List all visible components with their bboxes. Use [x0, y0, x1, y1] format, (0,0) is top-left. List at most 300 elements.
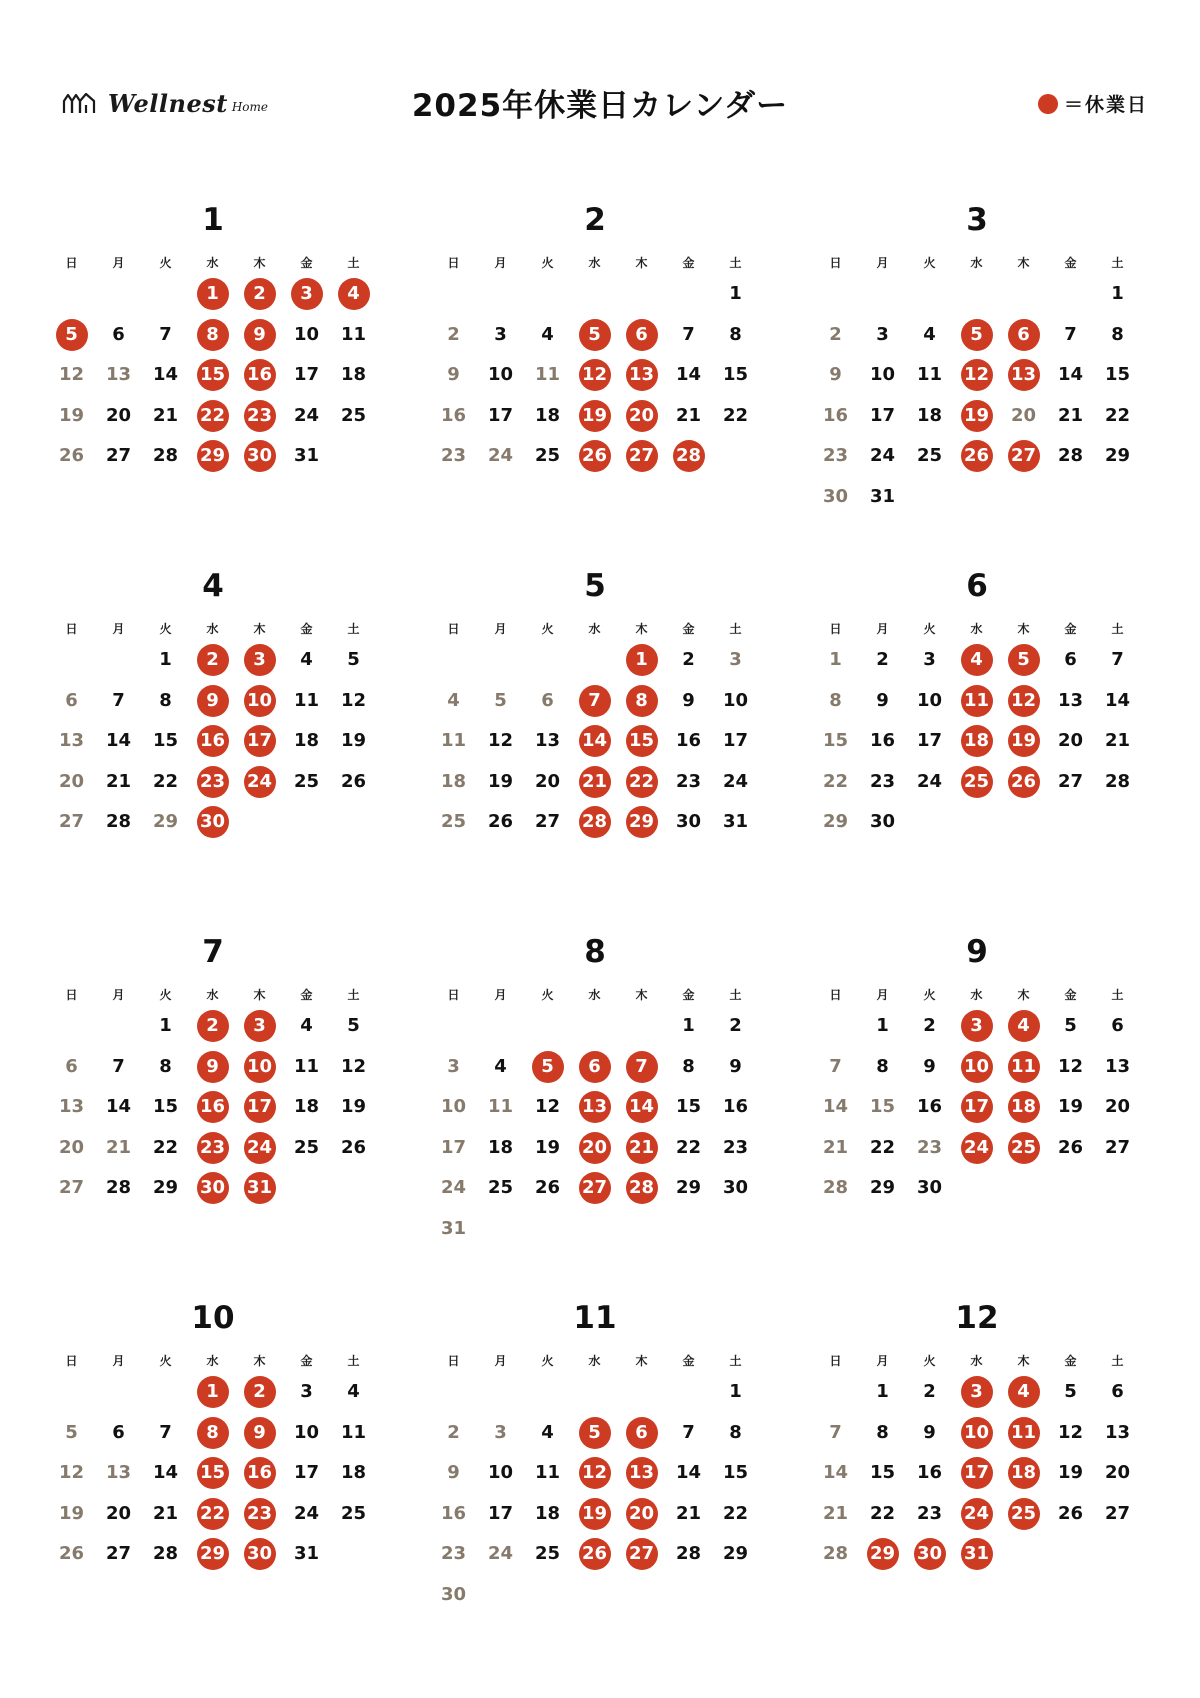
weekday-label: 水 [970, 256, 983, 270]
day-cell: 23 [440, 445, 467, 467]
month-6 [812, 568, 1142, 898]
holiday-day: 9 [244, 319, 276, 351]
day-cell: 15 [869, 1462, 896, 1484]
legend-label: ＝休業日 [1063, 94, 1148, 116]
holiday-day: 15 [626, 725, 658, 757]
holiday-day: 5 [961, 319, 993, 351]
day-cell: 31 [293, 1543, 320, 1565]
day-cell: 20 [105, 404, 132, 426]
holiday-day: 1 [197, 1376, 229, 1408]
day-cell: 18 [340, 364, 367, 386]
holiday-day: 13 [626, 359, 658, 391]
day-cell: 24 [722, 770, 749, 792]
day-cell: 12 [534, 1096, 561, 1118]
day-cell: 8 [876, 1421, 889, 1443]
day-cell: 18 [293, 730, 320, 752]
day-cell: 23 [916, 1136, 943, 1158]
day-cell: 19 [340, 1096, 367, 1118]
day-cell: 28 [152, 445, 179, 467]
day-cell: 27 [105, 445, 132, 467]
day-cell: 1 [159, 1015, 172, 1036]
weekday-label: 木 [635, 622, 648, 636]
holiday-day: 22 [626, 766, 658, 798]
holiday-day: 3 [291, 278, 323, 310]
day-cell: 10 [869, 364, 896, 386]
day-cell: 4 [300, 1015, 313, 1036]
day-cell: 28 [152, 1543, 179, 1565]
day-cell: 30 [722, 1177, 749, 1199]
day-cell: 25 [534, 445, 561, 467]
weekday-label: 土 [729, 256, 742, 270]
holiday-day: 2 [244, 278, 276, 310]
weekday-header [48, 986, 378, 1002]
holiday-day: 17 [961, 1091, 993, 1123]
day-cell: 8 [159, 1055, 172, 1077]
weekday-header [812, 620, 1142, 636]
weekday-header [812, 1352, 1142, 1368]
weekday-label: 土 [1111, 622, 1124, 636]
day-cell: 29 [869, 1177, 896, 1199]
holiday-day: 9 [244, 1417, 276, 1449]
day-cell: 29 [152, 811, 179, 833]
day-cell: 4 [447, 689, 460, 711]
day-cell: 22 [152, 770, 179, 792]
day-cell: 13 [1057, 689, 1084, 711]
holiday-day: 5 [579, 1417, 611, 1449]
month-title: 6 [966, 568, 988, 604]
day-cell: 30 [916, 1177, 943, 1199]
day-cell: 3 [494, 1421, 507, 1443]
day-cell: 10 [293, 323, 320, 345]
day-cell: 2 [447, 1421, 460, 1443]
day-cell: 4 [541, 323, 554, 345]
day-cell: 11 [293, 689, 320, 711]
month-title: 3 [966, 202, 988, 238]
day-cell: 26 [340, 770, 367, 792]
day-cell: 23 [869, 770, 896, 792]
day-cell: 10 [293, 1421, 320, 1443]
day-cell: 10 [487, 1462, 514, 1484]
day-cell: 2 [729, 1015, 742, 1036]
day-cell: 2 [923, 1381, 936, 1402]
day-cell: 22 [675, 1136, 702, 1158]
weekday-label: 土 [347, 622, 360, 636]
holiday-day: 15 [197, 1457, 229, 1489]
weekday-label: 木 [1017, 988, 1030, 1002]
day-cell: 19 [58, 404, 85, 426]
holiday-day: 27 [626, 1538, 658, 1570]
day-cell: 21 [675, 404, 702, 426]
weekday-header [430, 1352, 760, 1368]
holiday-day: 13 [626, 1457, 658, 1489]
weekday-label: 水 [206, 256, 219, 270]
day-cell: 26 [340, 1136, 367, 1158]
holiday-day: 27 [579, 1172, 611, 1204]
weekday-label: 水 [588, 1354, 601, 1368]
day-cell: 10 [487, 364, 514, 386]
day-cell: 6 [112, 1421, 125, 1443]
day-cell: 12 [1057, 1421, 1084, 1443]
holiday-day: 15 [197, 359, 229, 391]
day-cell: 9 [682, 689, 695, 711]
day-cell: 9 [729, 1055, 742, 1077]
day-cell: 9 [876, 689, 889, 711]
day-cell: 11 [340, 1421, 367, 1443]
weekday-header [812, 986, 1142, 1002]
weekday-header [430, 620, 760, 636]
holiday-day: 6 [579, 1051, 611, 1083]
day-cell: 27 [1104, 1502, 1131, 1524]
weekday-label: 月 [494, 256, 507, 270]
weekday-label: 土 [729, 988, 742, 1002]
holiday-day: 11 [961, 685, 993, 717]
day-cell: 7 [112, 689, 125, 711]
holiday-day: 16 [244, 1457, 276, 1489]
weekday-label: 水 [588, 622, 601, 636]
day-cell: 27 [58, 811, 85, 833]
holiday-day: 23 [244, 1498, 276, 1530]
day-cell: 12 [58, 1462, 85, 1484]
day-cell: 16 [440, 404, 467, 426]
day-cell: 15 [152, 1096, 179, 1118]
holiday-day: 30 [244, 440, 276, 472]
day-cell: 23 [916, 1502, 943, 1524]
day-cell: 2 [829, 323, 842, 345]
day-cell: 17 [293, 1462, 320, 1484]
holiday-day: 20 [579, 1132, 611, 1164]
weekday-label: 日 [829, 1354, 842, 1368]
day-cell: 20 [58, 1136, 85, 1158]
day-cell: 15 [722, 1462, 749, 1484]
month-3 [812, 202, 1142, 532]
weekday-label: 月 [876, 622, 889, 636]
weekday-label: 日 [447, 622, 460, 636]
day-cell: 30 [822, 486, 849, 507]
month-title: 5 [584, 568, 606, 604]
weekday-label: 月 [112, 256, 125, 270]
holiday-day: 30 [197, 806, 229, 838]
day-cell: 27 [1057, 770, 1084, 792]
weekday-label: 水 [206, 1354, 219, 1368]
day-cell: 15 [822, 730, 849, 752]
day-cell: 27 [1104, 1136, 1131, 1158]
day-cell: 7 [159, 1421, 172, 1443]
weekday-label: 水 [970, 988, 983, 1002]
weekday-label: 土 [347, 988, 360, 1002]
day-cell: 11 [487, 1096, 514, 1118]
holiday-day: 16 [197, 725, 229, 757]
day-cell: 3 [447, 1055, 460, 1077]
holiday-day: 19 [1008, 725, 1040, 757]
day-cell: 13 [105, 364, 132, 386]
holiday-day: 1 [626, 644, 658, 676]
weekday-label: 土 [1111, 1354, 1124, 1368]
day-cell: 12 [340, 1055, 367, 1077]
holiday-day: 18 [1008, 1091, 1040, 1123]
holiday-day: 7 [579, 685, 611, 717]
day-cell: 30 [440, 1584, 467, 1605]
holiday-day: 31 [961, 1538, 993, 1570]
day-cell: 26 [487, 811, 514, 833]
day-cell: 18 [534, 1502, 561, 1524]
holiday-day: 28 [673, 440, 705, 472]
weekday-label: 日 [447, 256, 460, 270]
weekday-label: 金 [300, 988, 313, 1002]
day-cell: 9 [923, 1055, 936, 1077]
weekday-label: 金 [300, 622, 313, 636]
day-cell: 25 [293, 770, 320, 792]
holiday-day: 28 [579, 806, 611, 838]
day-cell: 17 [487, 1502, 514, 1524]
holiday-day: 29 [197, 440, 229, 472]
day-cell: 14 [1057, 364, 1084, 386]
day-cell: 30 [675, 811, 702, 833]
weekday-label: 金 [300, 256, 313, 270]
day-cell: 17 [487, 404, 514, 426]
day-cell: 25 [440, 811, 467, 833]
weekday-label: 日 [447, 988, 460, 1002]
day-cell: 4 [300, 649, 313, 670]
holiday-day: 10 [244, 685, 276, 717]
day-cell: 3 [729, 649, 742, 670]
day-cell: 31 [869, 486, 896, 507]
month-10 [48, 1300, 378, 1630]
day-cell: 19 [534, 1136, 561, 1158]
day-cell: 14 [675, 364, 702, 386]
weekday-label: 木 [635, 1354, 648, 1368]
weekday-label: 月 [876, 1354, 889, 1368]
holiday-day: 30 [914, 1538, 946, 1570]
weekday-header [48, 1352, 378, 1368]
month-title: 2 [584, 202, 606, 238]
month-5 [430, 568, 760, 898]
day-cell: 20 [58, 770, 85, 792]
holiday-day: 25 [961, 766, 993, 798]
day-cell: 26 [534, 1177, 561, 1199]
holiday-day: 30 [244, 1538, 276, 1570]
holiday-day: 4 [961, 644, 993, 676]
day-cell: 1 [682, 1015, 695, 1036]
day-cell: 19 [1057, 1462, 1084, 1484]
holiday-day: 26 [579, 1538, 611, 1570]
weekday-header [430, 986, 760, 1002]
month-7 [48, 934, 378, 1264]
holiday-day: 11 [1008, 1417, 1040, 1449]
day-cell: 31 [440, 1218, 467, 1239]
day-cell: 29 [822, 811, 849, 833]
day-cell: 25 [534, 1543, 561, 1565]
day-cell: 3 [876, 323, 889, 345]
day-cell: 17 [869, 404, 896, 426]
holiday-day: 26 [1008, 766, 1040, 798]
holiday-day: 8 [197, 319, 229, 351]
day-cell: 31 [722, 811, 749, 833]
day-cell: 9 [447, 1462, 460, 1484]
day-cell: 17 [916, 730, 943, 752]
holiday-day: 29 [197, 1538, 229, 1570]
holiday-day: 12 [579, 359, 611, 391]
day-cell: 15 [722, 364, 749, 386]
day-cell: 15 [152, 730, 179, 752]
holiday-day: 4 [1008, 1376, 1040, 1408]
month-title: 11 [573, 1300, 617, 1336]
month-title: 7 [202, 934, 224, 970]
day-cell: 22 [722, 1502, 749, 1524]
day-cell: 8 [829, 689, 842, 711]
holiday-day: 19 [579, 400, 611, 432]
weekday-label: 木 [1017, 1354, 1030, 1368]
day-cell: 7 [1111, 649, 1124, 670]
day-cell: 25 [340, 404, 367, 426]
weekday-label: 火 [541, 622, 554, 636]
holiday-day: 12 [579, 1457, 611, 1489]
weekday-label: 月 [112, 622, 125, 636]
weekday-label: 木 [1017, 256, 1030, 270]
day-cell: 7 [682, 1421, 695, 1443]
holiday-day: 1 [197, 278, 229, 310]
day-cell: 25 [916, 445, 943, 467]
day-cell: 9 [829, 364, 842, 386]
weekday-label: 土 [347, 256, 360, 270]
day-cell: 12 [340, 689, 367, 711]
weekday-label: 火 [541, 988, 554, 1002]
day-cell: 1 [876, 1381, 889, 1402]
day-cell: 29 [722, 1543, 749, 1565]
day-cell: 19 [1057, 1096, 1084, 1118]
day-cell: 11 [340, 323, 367, 345]
holiday-day: 25 [1008, 1132, 1040, 1164]
weekday-label: 火 [923, 622, 936, 636]
holiday-day: 28 [626, 1172, 658, 1204]
holiday-day: 20 [626, 1498, 658, 1530]
day-cell: 7 [1064, 323, 1077, 345]
day-cell: 16 [822, 404, 849, 426]
day-cell: 2 [682, 649, 695, 670]
weekday-label: 金 [1064, 256, 1077, 270]
day-cell: 24 [487, 445, 514, 467]
day-cell: 3 [923, 649, 936, 670]
month-9 [812, 934, 1142, 1264]
day-cell: 11 [293, 1055, 320, 1077]
day-cell: 9 [923, 1421, 936, 1443]
day-cell: 12 [58, 364, 85, 386]
holiday-day: 3 [244, 644, 276, 676]
month-2 [430, 202, 760, 532]
weekday-label: 火 [159, 1354, 172, 1368]
day-cell: 6 [1064, 649, 1077, 670]
day-cell: 14 [822, 1096, 849, 1118]
day-cell: 20 [1057, 730, 1084, 752]
day-cell: 23 [822, 445, 849, 467]
holiday-day: 31 [244, 1172, 276, 1204]
day-cell: 8 [876, 1055, 889, 1077]
weekday-header [48, 620, 378, 636]
day-cell: 11 [534, 1462, 561, 1484]
month-title: 12 [955, 1300, 999, 1336]
day-cell: 4 [923, 323, 936, 345]
day-cell: 7 [829, 1055, 842, 1077]
day-cell: 26 [58, 445, 85, 467]
day-cell: 25 [340, 1502, 367, 1524]
day-cell: 15 [869, 1096, 896, 1118]
day-cell: 20 [1010, 404, 1037, 426]
holiday-day: 24 [244, 766, 276, 798]
weekday-label: 火 [923, 988, 936, 1002]
day-cell: 5 [65, 1421, 78, 1443]
day-cell: 22 [722, 404, 749, 426]
day-cell: 24 [293, 404, 320, 426]
day-cell: 14 [1104, 689, 1131, 711]
day-cell: 21 [1057, 404, 1084, 426]
day-cell: 22 [822, 770, 849, 792]
holiday-day: 5 [532, 1051, 564, 1083]
day-cell: 6 [1111, 1015, 1124, 1036]
holiday-day: 21 [626, 1132, 658, 1164]
weekday-label: 日 [829, 988, 842, 1002]
weekday-label: 金 [682, 622, 695, 636]
day-cell: 13 [534, 730, 561, 752]
day-cell: 28 [1104, 770, 1131, 792]
day-cell: 17 [440, 1136, 467, 1158]
holiday-day: 13 [579, 1091, 611, 1123]
day-cell: 10 [722, 689, 749, 711]
holiday-day: 2 [197, 1010, 229, 1042]
day-cell: 24 [440, 1177, 467, 1199]
weekday-label: 火 [541, 1354, 554, 1368]
day-cell: 18 [293, 1096, 320, 1118]
holiday-day: 19 [961, 400, 993, 432]
day-cell: 28 [822, 1543, 849, 1565]
weekday-label: 土 [1111, 988, 1124, 1002]
weekday-label: 火 [159, 622, 172, 636]
day-cell: 9 [447, 364, 460, 386]
weekday-label: 土 [1111, 256, 1124, 270]
day-cell: 21 [822, 1502, 849, 1524]
holiday-day: 22 [197, 400, 229, 432]
day-cell: 8 [1111, 323, 1124, 345]
weekday-label: 金 [300, 1354, 313, 1368]
holiday-day: 3 [961, 1010, 993, 1042]
weekday-label: 日 [65, 1354, 78, 1368]
month-title: 4 [202, 568, 224, 604]
day-cell: 6 [541, 689, 554, 711]
day-cell: 19 [340, 730, 367, 752]
weekday-label: 日 [65, 622, 78, 636]
day-cell: 2 [923, 1015, 936, 1036]
holiday-day: 12 [961, 359, 993, 391]
day-cell: 8 [729, 323, 742, 345]
day-cell: 26 [1057, 1136, 1084, 1158]
day-cell: 22 [869, 1502, 896, 1524]
holiday-day: 6 [1008, 319, 1040, 351]
weekday-label: 木 [635, 256, 648, 270]
day-cell: 21 [152, 1502, 179, 1524]
weekday-label: 日 [65, 256, 78, 270]
month-4 [48, 568, 378, 898]
day-cell: 20 [534, 770, 561, 792]
weekday-label: 水 [970, 1354, 983, 1368]
day-cell: 12 [487, 730, 514, 752]
weekday-label: 木 [253, 256, 266, 270]
holiday-day: 4 [338, 278, 370, 310]
day-cell: 27 [58, 1177, 85, 1199]
weekday-label: 月 [494, 622, 507, 636]
holiday-day: 24 [961, 1498, 993, 1530]
day-cell: 28 [822, 1177, 849, 1199]
holiday-day: 29 [626, 806, 658, 838]
holiday-day: 3 [961, 1376, 993, 1408]
weekday-label: 火 [159, 256, 172, 270]
